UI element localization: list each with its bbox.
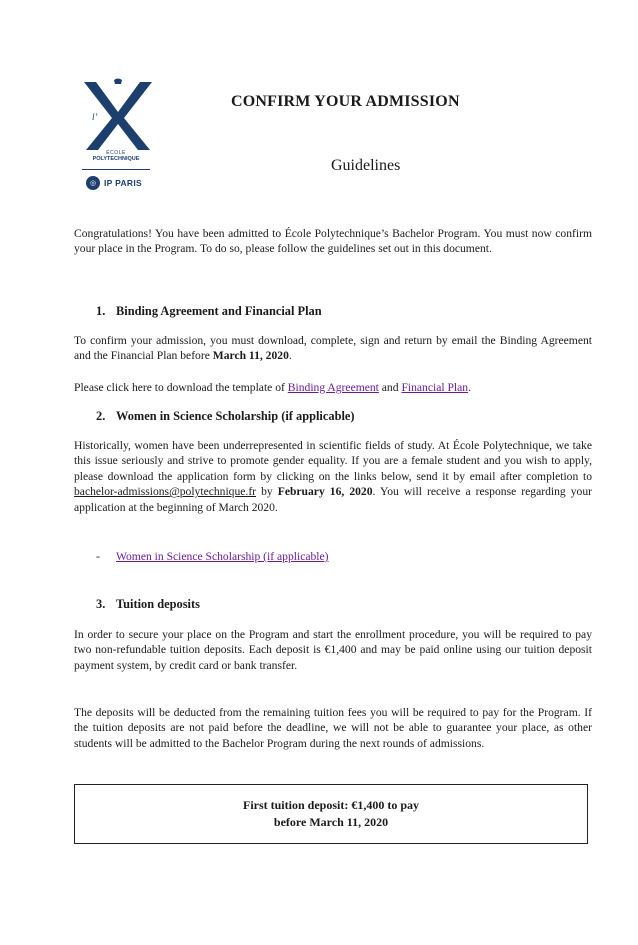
ip-paris-emblem-icon: ◎ [86,176,100,190]
school-line1: ÉCOLE [106,150,126,156]
section1-paragraph-b [74,380,592,395]
page-subtitle: Guidelines [331,157,401,174]
ip-paris-label: IP PARIS [104,178,142,188]
section1-text: To confirm your admission, you must download, complete, sign and return by email the Binding Agreement and the Financial Plan before [74,334,592,363]
section2-number: 2. [96,409,106,423]
deadline-date: March 11, 2020 [212,349,289,363]
financial-plan-link[interactable]: Financial Plan [401,381,469,394]
admissions-email-link[interactable]: bachelor-admissions@polytechnique.fr [74,485,257,499]
x-logo-icon [78,78,156,150]
ip-paris-logo [86,176,156,190]
women-in-science-link[interactable]: Women in Science Scholarship (if applicable) [116,550,329,563]
section2-heading [96,409,355,424]
logo-divider [82,169,150,170]
section2-paragraph [74,438,592,515]
school-line2: POLYTECHNIQUE [92,156,140,162]
by-text: by [256,485,278,499]
period-text: . [468,381,471,394]
and-text: and [378,381,402,394]
section2-text: Historically, women have been underrepresented in scientific fields of study. At École Polytechnique, we take this issue seriously and strive to promote gender equality. If you are a female student and you wish to apply, please download the application form by clicking on the links below, send it by email after completion to [74,439,592,483]
section2-title: Women in Science Scholarship (if applicable) [116,409,355,423]
deposit-callout-box [74,784,588,844]
binding-agreement-link[interactable]: Binding Agreement [287,381,379,394]
section3-paragraph2: The deposits will be deducted from the remaining tuition fees you will be required to pay for the Program. If the tuition deposits are not paid before the deadline, we will not be able to guarantee your place, as other students will be admitted to the Bachelor Program during the next rounds of admissions. [74,706,592,750]
section3-paragraph1: In order to secure your place on the Program and start the enrollment procedure, you will be required to pay two non-refundable tuition deposits. Each deposit is €1,400 and may be paid online using our tuition deposit payment system, by credit card or bank transfer. [74,628,592,672]
svg-text:l’: l’ [92,112,98,122]
section1-heading [96,304,322,319]
section2-text-end: . You will receive a response regarding your application at the beginning of March 2020. [74,485,592,514]
bullet-dash: - [96,550,100,563]
section1-paragraph-a [74,333,592,364]
school-name [82,150,150,162]
section1-text-end: . [288,349,292,363]
section3-number: 3. [96,597,106,611]
deposit-line1: First tuition deposit: €1,400 to pay [242,798,419,812]
section1-number: 1. [96,304,106,318]
section3-title: Tuition deposits [116,597,200,611]
page-title: CONFIRM YOUR ADMISSION [231,93,460,110]
scholarship-deadline: February 16, 2020 [277,485,373,499]
section3-heading [96,597,200,612]
scholarship-bullet [96,550,329,563]
download-text: Please click here to download the template of [74,381,288,394]
section1-title: Binding Agreement and Financial Plan [116,304,322,318]
polytechnique-logo [78,78,156,190]
intro-paragraph: Congratulations! You have been admitted to École Polytechnique’s Bachelor Program. You must now confirm your place in the Program. To do so, please follow the guidelines set out in this document. [74,227,592,256]
deposit-line2: before March 11, 2020 [273,815,389,829]
